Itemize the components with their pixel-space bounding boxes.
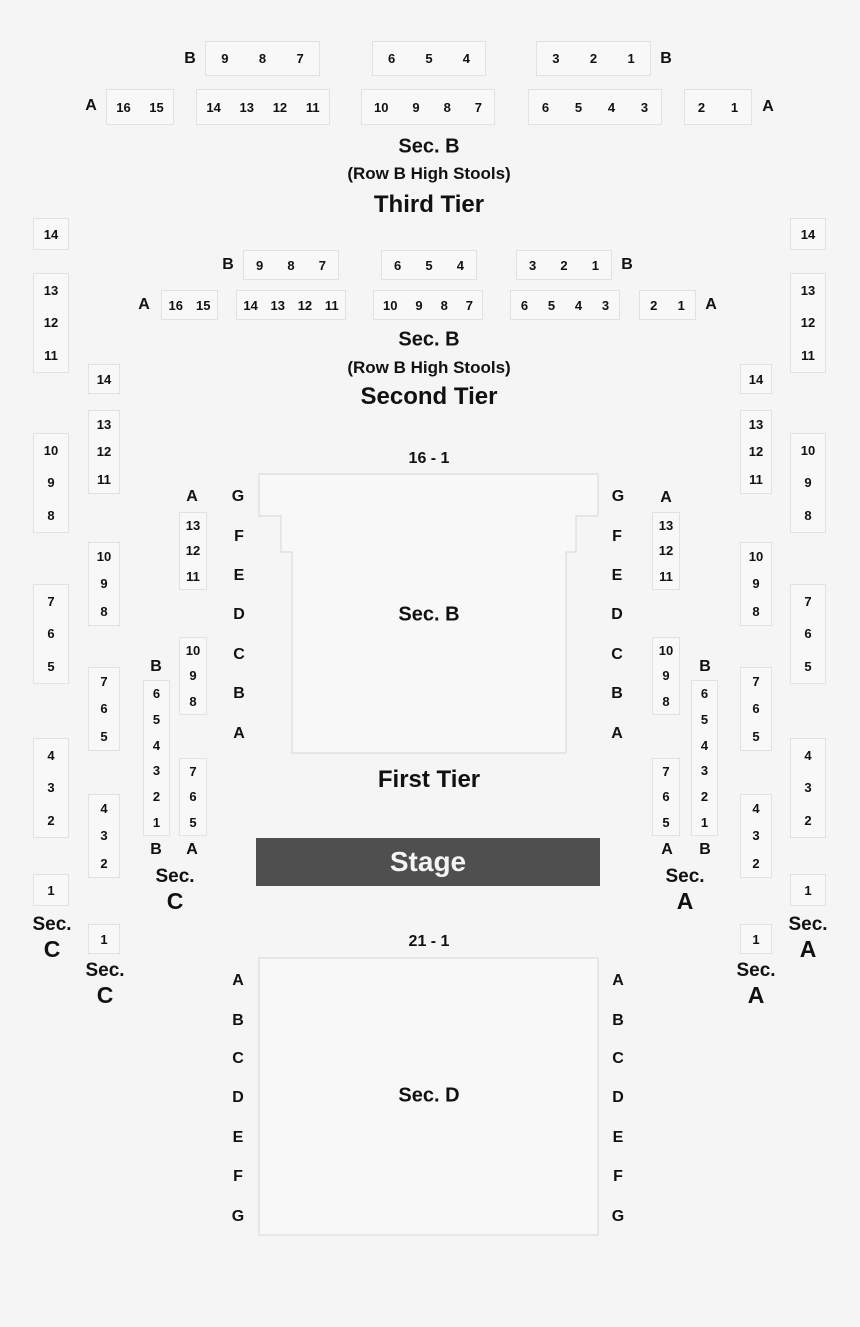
tier-name: First Tier: [377, 766, 481, 793]
seat-box[interactable]: [790, 433, 826, 533]
seat-box[interactable]: [691, 680, 718, 836]
sec-c-label: [32, 914, 71, 962]
seat[interactable]: 5: [47, 659, 55, 675]
row-label: B: [150, 658, 162, 675]
seat[interactable]: 13: [800, 282, 816, 298]
seat[interactable]: 9: [415, 297, 423, 313]
seat[interactable]: 7: [47, 593, 55, 609]
seat[interactable]: 14: [206, 99, 221, 115]
seat[interactable]: 6: [520, 297, 529, 313]
sec-c-label: [155, 866, 194, 914]
seat[interactable]: 13: [748, 417, 764, 433]
seat[interactable]: 11: [186, 568, 200, 584]
section-note: (Row B High Stools): [347, 358, 511, 377]
seat[interactable]: 5: [574, 99, 583, 115]
row-label: F: [234, 528, 244, 545]
seat[interactable]: 7: [100, 674, 108, 690]
seat[interactable]: 3: [552, 51, 560, 66]
row-label: A: [661, 841, 673, 858]
seat[interactable]: 11: [44, 348, 58, 364]
seat[interactable]: 12: [96, 444, 112, 460]
seat[interactable]: 4: [456, 257, 464, 273]
seat[interactable]: 8: [752, 603, 760, 619]
row-label: B: [699, 841, 711, 858]
seat[interactable]: 7: [318, 257, 326, 273]
seat[interactable]: 13: [43, 282, 59, 298]
seat-box[interactable]: [790, 273, 826, 373]
seat[interactable]: 7: [465, 297, 473, 313]
seat[interactable]: 11: [801, 348, 815, 364]
seat[interactable]: 5: [100, 728, 108, 744]
row-label: C: [232, 1050, 244, 1067]
seat[interactable]: 8: [287, 257, 295, 273]
seat[interactable]: 2: [47, 813, 55, 829]
row-label: C: [611, 646, 623, 663]
seat[interactable]: 6: [394, 257, 402, 273]
seat-box[interactable]: [652, 758, 680, 836]
section-title: Sec. B: [398, 135, 460, 158]
row-label: B: [222, 256, 234, 273]
row-label: B: [184, 50, 196, 67]
row-label: B: [150, 841, 162, 858]
seat[interactable]: 2: [804, 813, 812, 829]
seat[interactable]: 6: [541, 99, 550, 115]
sec-a-label: [665, 866, 704, 914]
seat-box[interactable]: [179, 758, 207, 836]
seat[interactable]: 9: [221, 51, 229, 66]
seat[interactable]: 1: [627, 51, 635, 66]
seat[interactable]: 3: [804, 780, 812, 796]
seat[interactable]: 5: [547, 297, 556, 313]
sec-word: Sec.: [788, 914, 828, 935]
seat[interactable]: 6: [752, 701, 760, 717]
sec-letter: C: [43, 935, 61, 962]
row-label: E: [612, 1129, 624, 1146]
row-label: G: [611, 488, 625, 505]
row-label: D: [611, 606, 623, 623]
seat[interactable]: 12: [748, 444, 764, 460]
seat[interactable]: 8: [804, 508, 812, 524]
range-label: 16 - 1: [408, 450, 450, 467]
section-title: Sec. B: [398, 603, 460, 626]
seat-box[interactable]: [740, 542, 772, 626]
seat-box[interactable]: [790, 218, 826, 250]
seat[interactable]: 8: [100, 603, 108, 619]
seat[interactable]: 10: [96, 549, 112, 565]
seat[interactable]: 4: [607, 99, 616, 115]
row-label: F: [612, 528, 622, 545]
seat[interactable]: 2: [700, 788, 709, 804]
seat[interactable]: 6: [700, 686, 709, 702]
seat[interactable]: 1: [100, 931, 108, 947]
row-label: A: [85, 97, 97, 114]
seat[interactable]: 2: [152, 788, 161, 804]
seat-box[interactable]: [740, 410, 772, 494]
seat[interactable]: 2: [560, 257, 568, 273]
seat-box[interactable]: [790, 738, 826, 838]
seat[interactable]: 15: [149, 99, 164, 115]
seat[interactable]: 3: [529, 257, 537, 273]
seat[interactable]: 13: [185, 518, 201, 534]
seat[interactable]: 8: [47, 508, 55, 524]
seat[interactable]: 12: [185, 543, 201, 559]
seat[interactable]: 14: [43, 226, 59, 242]
seat[interactable]: 3: [640, 99, 649, 115]
row-label: C: [233, 646, 245, 663]
seat[interactable]: 3: [700, 763, 709, 779]
seat[interactable]: 11: [97, 471, 111, 487]
seat[interactable]: 7: [474, 99, 482, 115]
seat[interactable]: 3: [752, 828, 760, 844]
seat[interactable]: 1: [677, 297, 685, 313]
row-label: A: [233, 725, 245, 742]
seat[interactable]: 1: [47, 882, 55, 898]
row-label: A: [138, 296, 150, 313]
seat[interactable]: 10: [658, 643, 674, 659]
seat-box[interactable]: [740, 794, 772, 878]
row-label: G: [231, 488, 245, 505]
seat[interactable]: 14: [243, 297, 258, 313]
row-label: A: [611, 725, 623, 742]
seat-box[interactable]: [740, 667, 772, 751]
seat[interactable]: 6: [100, 701, 108, 717]
seat[interactable]: 13: [96, 417, 112, 433]
sec-letter: A: [676, 887, 694, 914]
seat[interactable]: 12: [658, 543, 674, 559]
row-label: F: [613, 1168, 623, 1185]
seat[interactable]: 3: [100, 828, 108, 844]
seat[interactable]: 4: [804, 747, 812, 763]
seat[interactable]: 12: [272, 99, 288, 115]
row-label: B: [621, 256, 633, 273]
seat[interactable]: 9: [752, 576, 760, 592]
seat-box[interactable]: [33, 218, 69, 250]
sec-word: Sec.: [665, 866, 705, 887]
seat[interactable]: 7: [804, 593, 812, 609]
seat-box[interactable]: [88, 667, 120, 751]
seat[interactable]: 9: [412, 99, 420, 115]
seat[interactable]: 6: [662, 789, 670, 805]
seat-box[interactable]: [33, 738, 69, 838]
seat[interactable]: 4: [462, 51, 470, 66]
seat-box[interactable]: [88, 542, 120, 626]
section-title: Sec. D: [398, 1084, 460, 1107]
seat[interactable]: 11: [324, 297, 339, 313]
seat[interactable]: 5: [189, 814, 197, 830]
seat[interactable]: 9: [189, 668, 197, 684]
sec-letter: A: [799, 935, 817, 962]
seat-box[interactable]: [179, 512, 207, 590]
sec-a-label: [736, 960, 775, 1008]
tier-name: Second Tier: [360, 383, 498, 410]
seat[interactable]: 2: [650, 297, 658, 313]
sec-word: Sec.: [155, 866, 195, 887]
row-label: C: [612, 1050, 624, 1067]
seat[interactable]: 15: [196, 297, 211, 313]
seat-box[interactable]: [740, 924, 772, 954]
seat[interactable]: 4: [47, 747, 55, 763]
seat[interactable]: 10: [373, 99, 389, 115]
row-label: G: [231, 1208, 245, 1225]
seat-box[interactable]: [790, 584, 826, 684]
seat[interactable]: 12: [800, 315, 816, 331]
sec-letter: C: [166, 887, 184, 914]
seat[interactable]: 8: [662, 693, 670, 709]
row-label: A: [612, 972, 624, 989]
seat-box[interactable]: [33, 584, 69, 684]
seat[interactable]: 6: [47, 626, 55, 642]
row-label: B: [233, 685, 245, 702]
seat[interactable]: 9: [662, 668, 670, 684]
seat[interactable]: 11: [305, 99, 320, 115]
seat[interactable]: 12: [43, 315, 59, 331]
seat-box[interactable]: [33, 874, 69, 906]
tier-name: Third Tier: [373, 191, 485, 218]
seat[interactable]: 5: [425, 51, 433, 66]
seat-box[interactable]: [33, 433, 69, 533]
seat-box[interactable]: [652, 512, 680, 590]
seat[interactable]: 12: [297, 297, 313, 313]
seat[interactable]: 2: [100, 855, 108, 871]
row-label: D: [232, 1089, 244, 1106]
row-label: E: [611, 567, 623, 584]
sec-word: Sec.: [32, 914, 72, 935]
seat-box[interactable]: [740, 364, 772, 394]
seat[interactable]: 5: [662, 814, 670, 830]
row-label: D: [612, 1089, 624, 1106]
seat[interactable]: 4: [574, 297, 583, 313]
seat[interactable]: 8: [258, 51, 267, 66]
seat[interactable]: 1: [730, 99, 739, 115]
section-title: Sec. B: [398, 328, 460, 351]
row-label: B: [612, 1012, 624, 1029]
row-label: F: [233, 1168, 243, 1185]
seat[interactable]: 9: [100, 576, 108, 592]
row-label: G: [611, 1208, 625, 1225]
seat[interactable]: 5: [425, 257, 433, 273]
sec-a-label: [788, 914, 827, 962]
seat[interactable]: 13: [658, 518, 674, 534]
seat-box[interactable]: [88, 410, 120, 494]
seat-box[interactable]: [33, 273, 69, 373]
row-label: A: [186, 488, 198, 505]
seat[interactable]: 14: [748, 371, 764, 387]
seat-box[interactable]: [88, 364, 120, 394]
seat-box[interactable]: [143, 680, 170, 836]
seat[interactable]: 6: [388, 51, 396, 66]
seat[interactable]: 11: [659, 568, 673, 584]
row-label: A: [705, 296, 717, 313]
seat[interactable]: 5: [752, 728, 760, 744]
seat[interactable]: 2: [697, 99, 706, 115]
seat[interactable]: 3: [152, 763, 161, 779]
seat[interactable]: 4: [152, 737, 161, 753]
sec-letter: A: [747, 981, 765, 1008]
seat[interactable]: 9: [256, 257, 264, 273]
seat[interactable]: 1: [700, 814, 709, 830]
seat[interactable]: 3: [47, 780, 55, 796]
seat[interactable]: 14: [96, 371, 112, 387]
seat[interactable]: 5: [152, 711, 161, 727]
row-label: A: [232, 972, 244, 989]
seat[interactable]: 8: [189, 693, 197, 709]
seat[interactable]: 9: [47, 475, 55, 491]
sec-word: Sec.: [85, 960, 125, 981]
seat-box[interactable]: [88, 924, 120, 954]
row-label: A: [762, 98, 774, 115]
seat[interactable]: 8: [443, 99, 451, 115]
stage: Stage: [256, 838, 600, 886]
seat[interactable]: 11: [749, 471, 763, 487]
row-label: E: [232, 1129, 244, 1146]
seat[interactable]: 6: [804, 626, 812, 642]
seat-box[interactable]: [652, 637, 680, 715]
section-note: (Row B High Stools): [347, 164, 511, 183]
seat[interactable]: 10: [748, 549, 764, 565]
seat-box[interactable]: [88, 794, 120, 878]
seat[interactable]: 14: [800, 226, 816, 242]
seat[interactable]: 10: [800, 442, 816, 458]
row-label: B: [660, 50, 672, 67]
sec-word: Sec.: [736, 960, 776, 981]
seat[interactable]: 7: [662, 764, 670, 780]
seat[interactable]: 1: [152, 814, 161, 830]
sec-c-label: [85, 960, 124, 1008]
row-label: B: [232, 1012, 244, 1029]
seat[interactable]: 10: [185, 643, 201, 659]
seat[interactable]: 2: [589, 51, 598, 66]
seat[interactable]: 7: [752, 674, 760, 690]
seat[interactable]: 7: [296, 51, 304, 66]
seat[interactable]: 1: [804, 882, 812, 898]
seat[interactable]: 9: [804, 475, 812, 491]
row-label: B: [699, 658, 711, 675]
row-label: A: [186, 841, 198, 858]
seat[interactable]: 2: [752, 855, 760, 871]
sec-letter: C: [96, 981, 114, 1008]
seat[interactable]: 1: [752, 931, 760, 947]
seat[interactable]: 10: [43, 442, 59, 458]
range-label: 21 - 1: [408, 933, 450, 950]
seat[interactable]: 3: [601, 297, 610, 313]
row-label: A: [660, 489, 672, 506]
row-label: D: [233, 606, 245, 623]
seat[interactable]: 6: [189, 789, 197, 805]
seat[interactable]: 5: [700, 711, 709, 727]
seat[interactable]: 1: [591, 257, 599, 273]
row-label: E: [233, 567, 245, 584]
row-label: B: [611, 685, 623, 702]
seat[interactable]: 13: [239, 99, 254, 115]
seat[interactable]: 16: [168, 297, 183, 313]
seat[interactable]: 6: [152, 686, 161, 702]
seat-box[interactable]: [179, 637, 207, 715]
seat-box[interactable]: [790, 874, 826, 906]
seat[interactable]: 16: [116, 99, 131, 115]
seat[interactable]: 4: [100, 801, 108, 817]
seat[interactable]: 4: [752, 801, 760, 817]
seat[interactable]: 5: [804, 659, 812, 675]
seat[interactable]: 13: [270, 297, 285, 313]
seat[interactable]: 8: [440, 297, 448, 313]
seat[interactable]: 4: [700, 737, 709, 753]
seat[interactable]: 10: [382, 297, 398, 313]
seat[interactable]: 7: [189, 764, 197, 780]
